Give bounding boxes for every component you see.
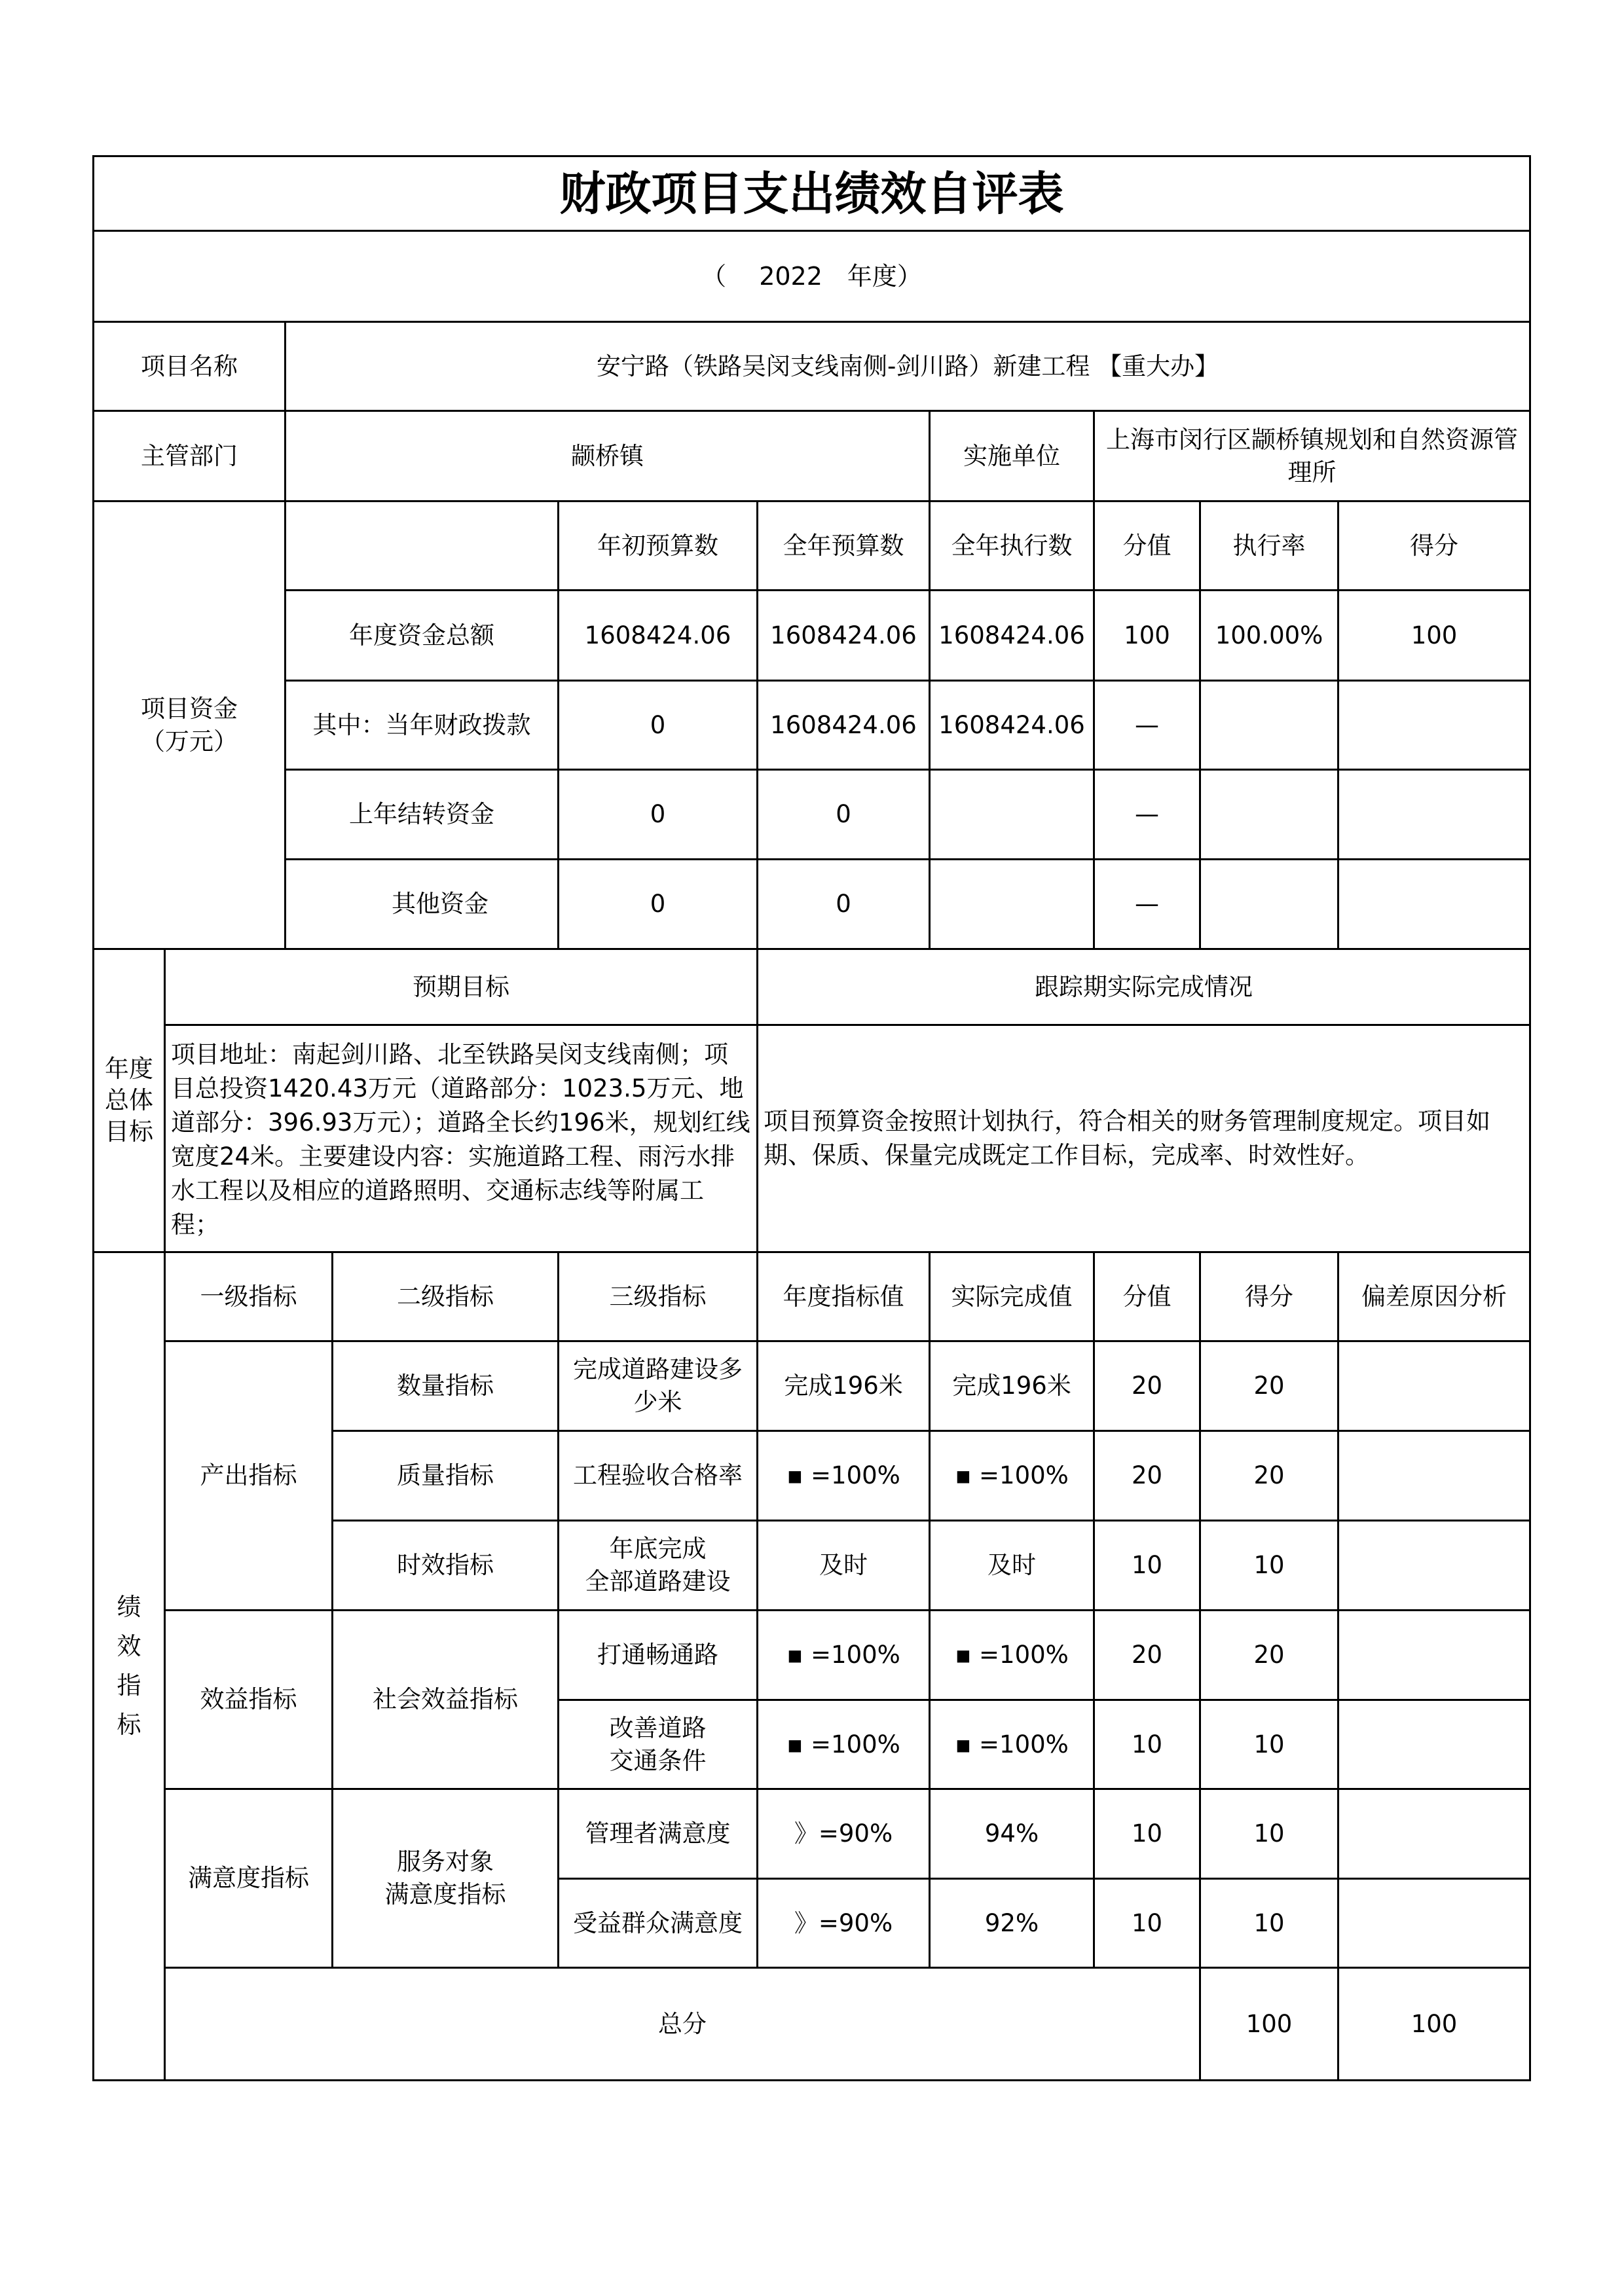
weight: 10 bbox=[1094, 1789, 1200, 1879]
funds-executed: 1608424.06 bbox=[930, 681, 1094, 770]
funds-header: 全年执行数 bbox=[930, 501, 1094, 591]
total-row bbox=[94, 1968, 1530, 2081]
score: 10 bbox=[1200, 1879, 1338, 1968]
funds-header: 年初预算数 bbox=[559, 501, 758, 591]
funds-rate bbox=[1200, 681, 1338, 770]
score: 10 bbox=[1200, 1789, 1338, 1879]
indicator-row bbox=[94, 1611, 1530, 1700]
level3-indicator: 管理者满意度 bbox=[559, 1789, 758, 1879]
funds-initial: 0 bbox=[559, 681, 758, 770]
funds-header: 分值 bbox=[1094, 501, 1200, 591]
score: 20 bbox=[1200, 1341, 1338, 1431]
deviation bbox=[1338, 1341, 1530, 1431]
level3-indicator: 受益群众满意度 bbox=[559, 1879, 758, 1968]
deviation bbox=[1338, 1611, 1530, 1700]
funds-section-label: 项目资金 （万元） bbox=[94, 501, 286, 949]
funds-weight: 100 bbox=[1094, 591, 1200, 681]
level2-indicator: 社会效益指标 bbox=[333, 1611, 559, 1789]
performance-section-label bbox=[94, 1252, 165, 2081]
target-value: ▪ =100% bbox=[758, 1611, 930, 1700]
perf-header: 一级指标 bbox=[165, 1252, 333, 1341]
funds-header: 执行率 bbox=[1200, 501, 1338, 591]
impl-unit-value: 上海市闵行区颛桥镇规划和自然资源管理所 bbox=[1094, 411, 1530, 501]
funds-executed bbox=[930, 770, 1094, 860]
deviation bbox=[1338, 1700, 1530, 1789]
actual-value: ▪ =100% bbox=[930, 1431, 1094, 1521]
indicator-row bbox=[94, 1341, 1530, 1431]
perf-header: 偏差原因分析 bbox=[1338, 1252, 1530, 1341]
funds-score: 100 bbox=[1338, 591, 1530, 681]
funds-weight: — bbox=[1094, 770, 1200, 860]
funds-rate bbox=[1200, 860, 1338, 949]
funds-header: 全年预算数 bbox=[758, 501, 930, 591]
weight: 10 bbox=[1094, 1521, 1200, 1611]
level1-indicator: 满意度指标 bbox=[165, 1789, 333, 1968]
total-label: 总分 bbox=[165, 1968, 1200, 2081]
funds-score bbox=[1338, 770, 1530, 860]
target-value: ▪ =100% bbox=[758, 1431, 930, 1521]
funds-row-label: 其中：当年财政拨款 bbox=[286, 681, 559, 770]
funds-header: 得分 bbox=[1338, 501, 1530, 591]
perf-header: 年度指标值 bbox=[758, 1252, 930, 1341]
dept-label: 主管部门 bbox=[94, 411, 286, 501]
project-name-label: 项目名称 bbox=[94, 322, 286, 411]
funds-annual: 0 bbox=[758, 770, 930, 860]
funds-initial: 0 bbox=[559, 770, 758, 860]
target-value: 及时 bbox=[758, 1521, 930, 1611]
level2-indicator: 服务对象 满意度指标 bbox=[333, 1789, 559, 1968]
self-evaluation-table bbox=[92, 155, 1531, 2081]
funds-weight: — bbox=[1094, 681, 1200, 770]
level3-indicator: 工程验收合格率 bbox=[559, 1431, 758, 1521]
indicator-row bbox=[94, 1789, 1530, 1879]
actual-value: 完成196米 bbox=[930, 1341, 1094, 1431]
funds-initial: 1608424.06 bbox=[559, 591, 758, 681]
actual-value: 94% bbox=[930, 1789, 1094, 1879]
funds-initial: 0 bbox=[559, 860, 758, 949]
score: 10 bbox=[1200, 1700, 1338, 1789]
funds-row bbox=[94, 860, 1530, 949]
year-line: （ 2022 年度） bbox=[94, 231, 1530, 322]
actual-value: 92% bbox=[930, 1879, 1094, 1968]
actual-value: ▪ =100% bbox=[930, 1700, 1094, 1789]
funds-executed: 1608424.06 bbox=[930, 591, 1094, 681]
level3-indicator: 改善道路 交通条件 bbox=[559, 1700, 758, 1789]
perf-header: 实际完成值 bbox=[930, 1252, 1094, 1341]
funds-row-label: 年度资金总额 bbox=[286, 591, 559, 681]
score: 20 bbox=[1200, 1611, 1338, 1700]
score: 20 bbox=[1200, 1431, 1338, 1521]
deviation bbox=[1338, 1521, 1530, 1611]
level3-indicator: 年底完成 全部道路建设 bbox=[559, 1521, 758, 1611]
actual-status-header: 跟踪期实际完成情况 bbox=[758, 949, 1530, 1025]
weight: 10 bbox=[1094, 1700, 1200, 1789]
level1-indicator: 产出指标 bbox=[165, 1341, 333, 1611]
weight: 10 bbox=[1094, 1879, 1200, 1968]
funds-row-label: 上年结转资金 bbox=[286, 770, 559, 860]
level1-indicator: 效益指标 bbox=[165, 1611, 333, 1789]
funds-rate: 100.00% bbox=[1200, 591, 1338, 681]
funds-row-label: 其他资金 bbox=[286, 860, 559, 949]
funds-annual: 1608424.06 bbox=[758, 591, 930, 681]
perf-header: 得分 bbox=[1200, 1252, 1338, 1341]
performance-section-text: 绩效指标 bbox=[117, 1593, 141, 1739]
funds-rate bbox=[1200, 770, 1338, 860]
actual-value: 及时 bbox=[930, 1521, 1094, 1611]
funds-row bbox=[94, 770, 1530, 860]
goals-section-text: 年度总体目标 bbox=[105, 1055, 153, 1146]
expected-goal-text: 项目地址：南起剑川路、北至铁路吴闵支线南侧；项目总投资1420.43万元（道路部分：1023.5万元、地道部分：396.93万元）；道路全长约196米，规划红线宽度24米。主要建设内容：实施道路工程、雨污水排水工程以及相应的道路照明、交通标志线等附属工程； bbox=[165, 1025, 758, 1252]
perf-header: 三级指标 bbox=[559, 1252, 758, 1341]
target-value: ▪ =100% bbox=[758, 1700, 930, 1789]
level3-indicator: 打通畅通路 bbox=[559, 1611, 758, 1700]
project-name-value: 安宁路（铁路吴闵支线南侧-剑川路）新建工程 【重大办】 bbox=[286, 322, 1530, 411]
weight: 20 bbox=[1094, 1431, 1200, 1521]
funds-annual: 0 bbox=[758, 860, 930, 949]
actual-value: ▪ =100% bbox=[930, 1611, 1094, 1700]
funds-annual: 1608424.06 bbox=[758, 681, 930, 770]
dept-value: 颛桥镇 bbox=[286, 411, 930, 501]
score: 10 bbox=[1200, 1521, 1338, 1611]
level3-indicator: 完成道路建设多少米 bbox=[559, 1341, 758, 1431]
perf-header: 二级指标 bbox=[333, 1252, 559, 1341]
total-score: 100 bbox=[1338, 1968, 1530, 2081]
impl-unit-label: 实施单位 bbox=[930, 411, 1094, 501]
level2-indicator: 时效指标 bbox=[333, 1521, 559, 1611]
target-value: 》=90% bbox=[758, 1789, 930, 1879]
deviation bbox=[1338, 1431, 1530, 1521]
goals-section-label bbox=[94, 949, 165, 1252]
expected-goal-header: 预期目标 bbox=[165, 949, 758, 1025]
weight: 20 bbox=[1094, 1341, 1200, 1431]
funds-score bbox=[1338, 681, 1530, 770]
funds-weight: — bbox=[1094, 860, 1200, 949]
level2-indicator: 数量指标 bbox=[333, 1341, 559, 1431]
total-weight: 100 bbox=[1200, 1968, 1338, 2081]
funds-row bbox=[94, 591, 1530, 681]
deviation bbox=[1338, 1789, 1530, 1879]
target-value: 》=90% bbox=[758, 1879, 930, 1968]
funds-score bbox=[1338, 860, 1530, 949]
perf-header: 分值 bbox=[1094, 1252, 1200, 1341]
actual-status-text: 项目预算资金按照计划执行，符合相关的财务管理制度规定。项目如期、保质、保量完成既定工作目标，完成率、时效性好。 bbox=[758, 1025, 1530, 1252]
funds-executed bbox=[930, 860, 1094, 949]
deviation bbox=[1338, 1879, 1530, 1968]
funds-row bbox=[94, 681, 1530, 770]
funds-header-blank bbox=[286, 501, 559, 591]
level2-indicator: 质量指标 bbox=[333, 1431, 559, 1521]
target-value: 完成196米 bbox=[758, 1341, 930, 1431]
weight: 20 bbox=[1094, 1611, 1200, 1700]
page-title: 财政项目支出绩效自评表 bbox=[94, 156, 1530, 231]
